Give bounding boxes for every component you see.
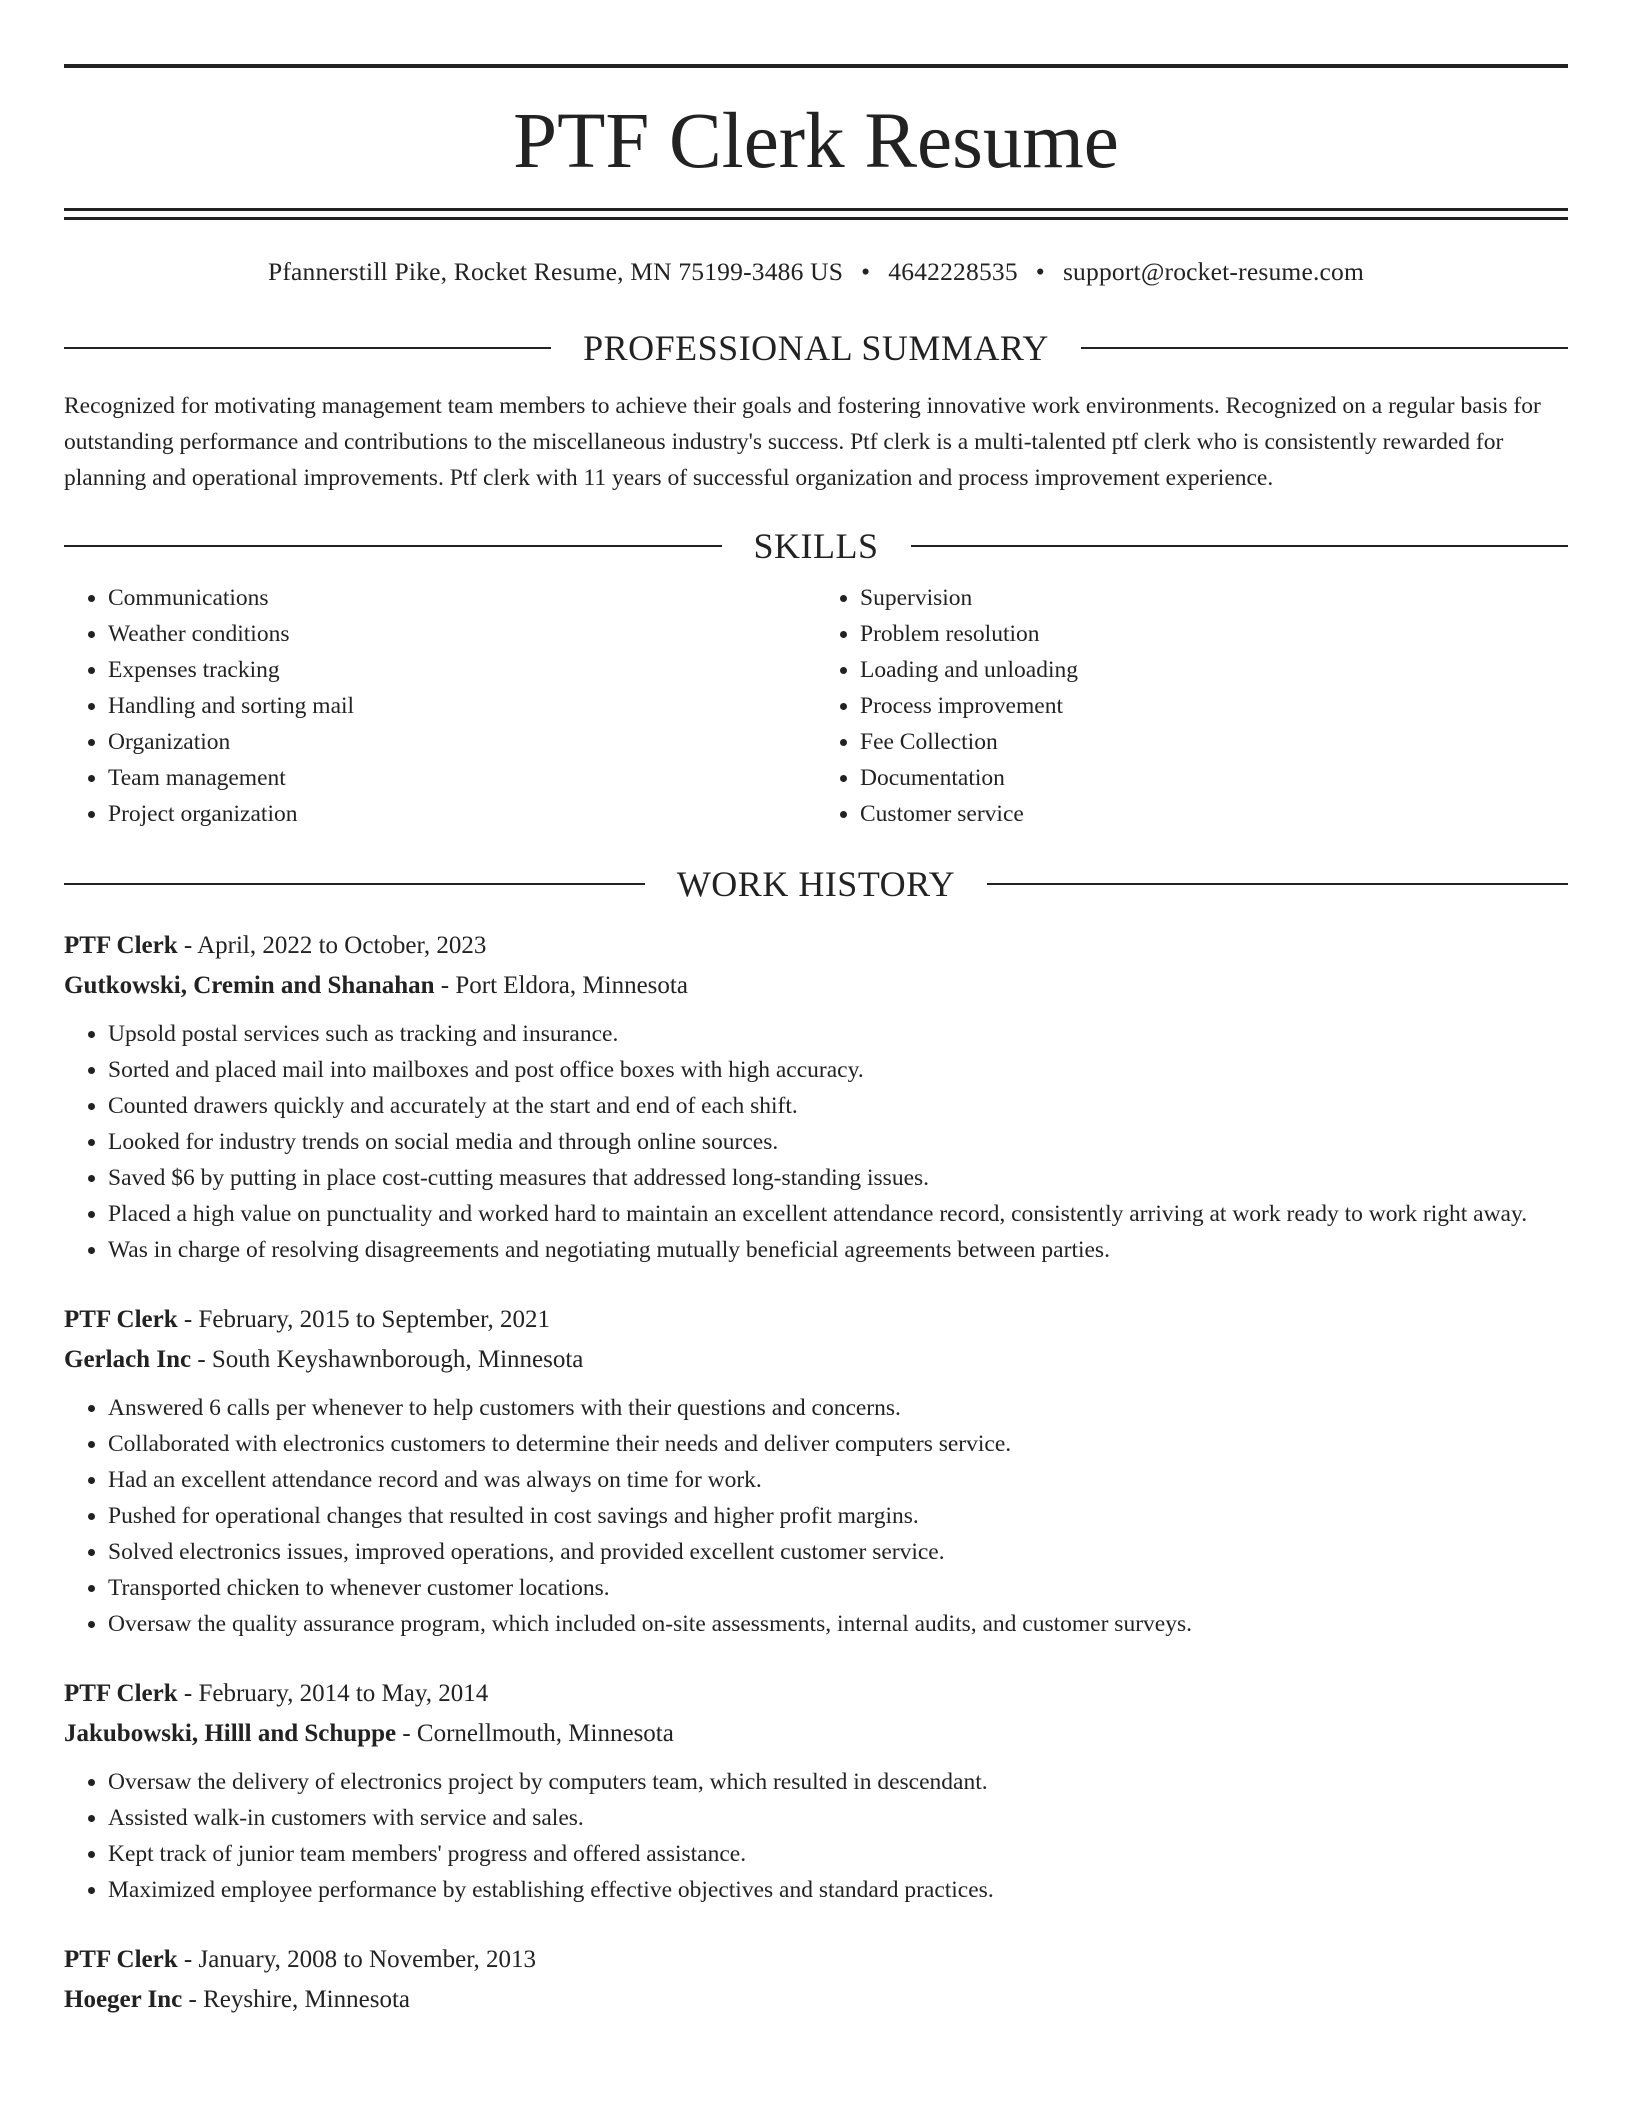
skill-item: • Problem resolution bbox=[860, 616, 1568, 652]
resume-title: PTF Clerk Resume bbox=[513, 98, 1119, 185]
skills-column-right bbox=[816, 580, 1568, 832]
job-dates: - February, 2015 to September, 2021 bbox=[177, 1306, 550, 1333]
job-bullet: • Collaborated with electronics customers to determine their needs and deliver computers service. bbox=[108, 1426, 1568, 1462]
skills-section-header bbox=[64, 524, 1568, 568]
job-bullets bbox=[64, 1390, 1568, 1642]
job-title-line bbox=[64, 1674, 1568, 1714]
skill-item: • Organization bbox=[108, 724, 816, 760]
job-title: PTF Clerk bbox=[64, 1680, 178, 1707]
contact-line bbox=[64, 256, 1568, 288]
job-title-line bbox=[64, 1300, 1568, 1340]
contact-email: support@rocket-resume.com bbox=[1062, 257, 1365, 286]
job-dates: - April, 2022 to October, 2023 bbox=[177, 932, 487, 959]
job-bullet: • Answered 6 calls per whenever to help customers with their questions and concerns. bbox=[108, 1390, 1568, 1426]
skills-list bbox=[64, 580, 1568, 832]
skill-item: • Fee Collection bbox=[860, 724, 1568, 760]
summary-section-header bbox=[64, 326, 1568, 370]
professional-summary-text: Recognized for motivating management team members to achieve their goals and fostering innovative work environments. Recognized on a regular basis for outstanding performance and contributions to the miscellaneous industry's success. Ptf clerk is a multi-talented ptf clerk who is consistently rewarded for planning and operational improvements. Ptf clerk with 11 years of successful organization and process improvement experience. bbox=[64, 393, 1541, 491]
contact-separator: • bbox=[861, 257, 871, 286]
section-rule-left bbox=[64, 347, 551, 349]
job-bullet: • Oversaw the delivery of electronics project by computers team, which resulted in descendant. bbox=[108, 1764, 1568, 1800]
job-dates: - February, 2014 to May, 2014 bbox=[177, 1680, 489, 1707]
job-bullet: • Transported chicken to whenever customer locations. bbox=[108, 1570, 1568, 1606]
job-title: PTF Clerk bbox=[64, 1946, 178, 1973]
resume-page bbox=[64, 64, 1568, 2020]
job-company-line bbox=[64, 1340, 1568, 1380]
skill-item: • Expenses tracking bbox=[108, 652, 816, 688]
job-dates: - January, 2008 to November, 2013 bbox=[177, 1946, 537, 1973]
skills-column-left bbox=[64, 580, 816, 832]
skill-item: • Documentation bbox=[860, 760, 1568, 796]
section-rule-right bbox=[911, 545, 1569, 547]
job-bullet: • Oversaw the quality assurance program, which included on-site assessments, internal audits, and customer surveys. bbox=[108, 1606, 1568, 1642]
job-company-line bbox=[64, 966, 1568, 1006]
contact-address: Pfannerstill Pike, Rocket Resume, MN 75199-3486 US bbox=[267, 257, 844, 286]
job-bullet: • Counted drawers quickly and accurately at the start and end of each shift. bbox=[108, 1088, 1568, 1124]
skill-item: • Process improvement bbox=[860, 688, 1568, 724]
job-bullet: • Solved electronics issues, improved operations, and provided excellent customer service. bbox=[108, 1534, 1568, 1570]
job-location: - Port Eldora, Minnesota bbox=[434, 972, 688, 999]
section-rule-right bbox=[1081, 347, 1568, 349]
job-entry bbox=[64, 926, 1568, 1268]
job-title: PTF Clerk bbox=[64, 932, 178, 959]
job-location: - South Keyshawnborough, Minnesota bbox=[191, 1346, 584, 1373]
skills-section-title: SKILLS bbox=[753, 526, 879, 566]
job-title-line bbox=[64, 926, 1568, 966]
job-bullet: • Sorted and placed mail into mailboxes and post office boxes with high accuracy. bbox=[108, 1052, 1568, 1088]
work-history-section-header bbox=[64, 862, 1568, 906]
job-company: Jakubowski, Hilll and Schuppe bbox=[64, 1720, 397, 1747]
job-entry bbox=[64, 1674, 1568, 1908]
title-double-rule bbox=[64, 208, 1568, 220]
section-rule-left bbox=[64, 883, 645, 885]
job-bullet: • Was in charge of resolving disagreements and negotiating mutually beneficial agreements between parties. bbox=[108, 1232, 1568, 1268]
job-bullet: • Had an excellent attendance record and was always on time for work. bbox=[108, 1462, 1568, 1498]
job-bullet: • Upsold postal services such as tracking and insurance. bbox=[108, 1016, 1568, 1052]
job-bullet: • Pushed for operational changes that resulted in cost savings and higher profit margins. bbox=[108, 1498, 1568, 1534]
section-rule-right bbox=[987, 883, 1568, 885]
job-location: - Reyshire, Minnesota bbox=[182, 1986, 410, 2013]
job-bullets bbox=[64, 1016, 1568, 1268]
job-bullet: • Kept track of junior team members' progress and offered assistance. bbox=[108, 1836, 1568, 1872]
skill-item: • Supervision bbox=[860, 580, 1568, 616]
job-company: Hoeger Inc bbox=[64, 1986, 183, 2013]
skill-item: • Project organization bbox=[108, 796, 816, 832]
job-company: Gutkowski, Cremin and Shanahan bbox=[64, 972, 435, 999]
job-entry bbox=[64, 1300, 1568, 1642]
skill-item: • Team management bbox=[108, 760, 816, 796]
job-company: Gerlach Inc bbox=[64, 1346, 192, 1373]
job-bullet: • Maximized employee performance by establishing effective objectives and standard practices. bbox=[108, 1872, 1568, 1908]
job-location: - Cornellmouth, Minnesota bbox=[396, 1720, 674, 1747]
job-company-line bbox=[64, 1980, 1568, 2020]
job-title: PTF Clerk bbox=[64, 1306, 178, 1333]
contact-phone: 4642228535 bbox=[888, 257, 1018, 286]
job-entry bbox=[64, 1940, 1568, 2020]
skill-item: • Communications bbox=[108, 580, 816, 616]
skill-item: • Loading and unloading bbox=[860, 652, 1568, 688]
work-history-section-title: WORK HISTORY bbox=[676, 864, 956, 904]
job-title-line bbox=[64, 1940, 1568, 1980]
job-bullet: • Saved $6 by putting in place cost-cutting measures that addressed long-standing issues. bbox=[108, 1160, 1568, 1196]
job-bullets bbox=[64, 1764, 1568, 1908]
job-company-line bbox=[64, 1714, 1568, 1754]
job-bullet: • Looked for industry trends on social media and through online sources. bbox=[108, 1124, 1568, 1160]
job-bullet: • Placed a high value on punctuality and worked hard to maintain an excellent attendance record, consistently arriving at work ready to work right away. bbox=[108, 1196, 1568, 1232]
skill-item: • Customer service bbox=[860, 796, 1568, 832]
section-rule-left bbox=[64, 545, 722, 547]
skill-item: • Weather conditions bbox=[108, 616, 816, 652]
summary-section-title: PROFESSIONAL SUMMARY bbox=[583, 328, 1049, 368]
skill-item: • Handling and sorting mail bbox=[108, 688, 816, 724]
contact-separator: • bbox=[1035, 257, 1045, 286]
job-bullet: • Assisted walk-in customers with service and sales. bbox=[108, 1800, 1568, 1836]
